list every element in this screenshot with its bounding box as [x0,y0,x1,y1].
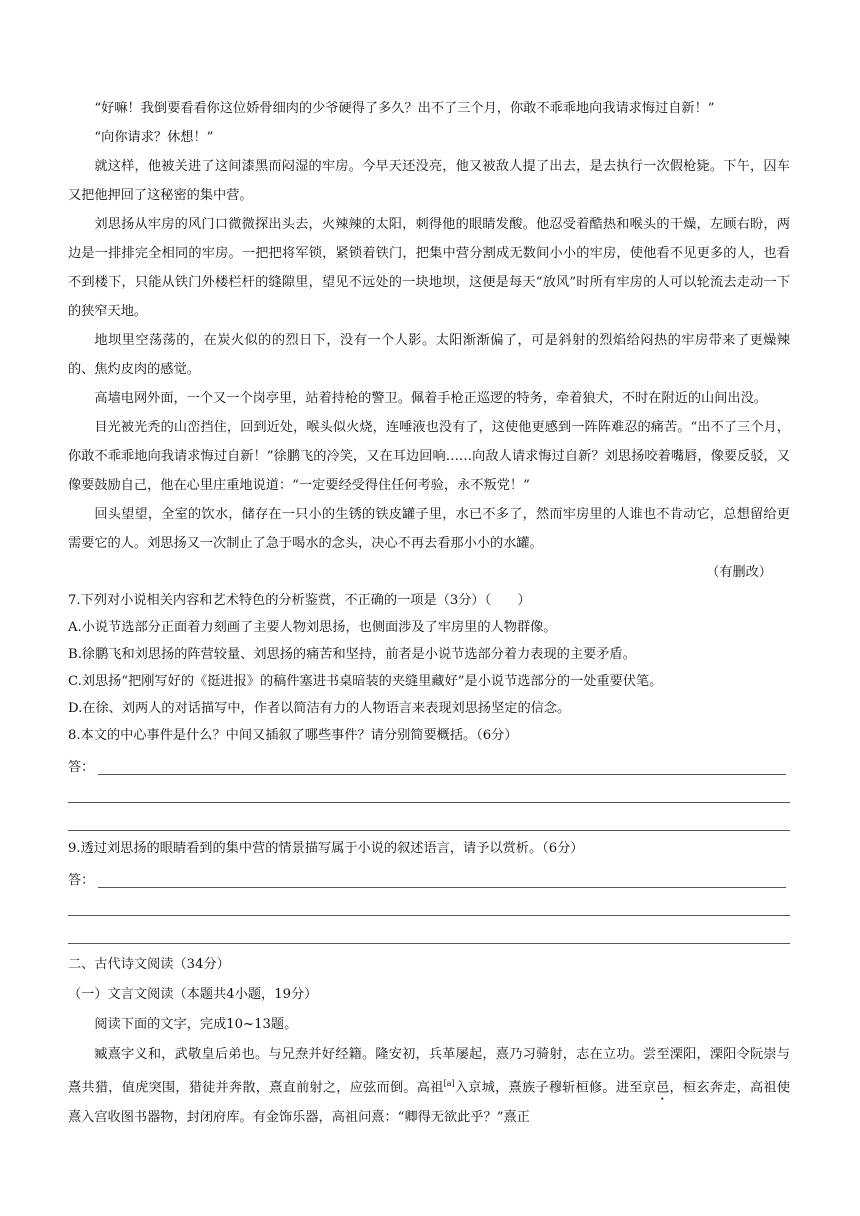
classical-text-part-3: ，桓玄奔走，高祖使熹入宫收图书器物，封闭府库。有金饰乐器，高祖问熹：“卿得无欲此乎？”熹正 [68,1080,791,1126]
story-paragraph-3: 就这样，他被关进了这间漆黑而闷湿的牢房。今早天还没亮，他又被敌人提了出去，是去执行一次假枪毙。下午，囚车又把他押回了这秘密的集中营。 [68,159,790,203]
answer-label: 答： [68,873,95,888]
section-2-title: 二、古代诗文阅读（34分） [68,957,230,972]
story-paragraph-7: 目光被光秃的山峦挡住，回到近处，喉头似火烧，连唾液也没有了，这使他更感到一阵阵难忍的痛苦。“出不了三个月，你敢不乖乖地向我请求悔过自新！”徐鹏飞的冷笑，又在耳边回响……向敌人请求悔过自新？刘思扬咬着嘴唇，像要反驳，又像要鼓励自己，他在心里庄重地说道：“一定要经受得住任何考验，永不叛党！” [68,420,790,493]
section-2 [68,950,790,1132]
question-9-stem: 9.透过刘思扬的眼睛看到的集中营的情景描写属于小说的叙述语言，请予以赏析。（6分） [68,841,584,856]
section-2-instruction: 阅读下面的文字，完成10~13题。 [94,1017,298,1032]
story-paragraph-2: “向你请求？休想！” [94,130,214,145]
classical-text-part-1: 臧熹字义和，武敬皇后弟也。与兄焘并好经籍。隆安初，兵革屡起，熹乃习骑射，志在立功。尝至溧阳，溧阳令阮崇与熹共猎，值虎突围，猎徒并奔散，熹直前射之，应弦而倒。高祖 [68,1047,790,1096]
classical-text-paragraph [68,1040,790,1132]
question-8-answer-line-3[interactable] [68,803,790,831]
story-paragraph-1: “好嘛！我倒要看看你这位娇骨细肉的少爷硬得了多久？出不了三个月，你敢不乖乖地向我请求悔过自新！” [94,101,715,116]
question-8-answer-line-1[interactable] [68,749,790,775]
emphasized-character: 邑 [656,1080,670,1096]
source-note: （有删改） [706,565,772,580]
question-9 [68,835,790,944]
classical-text-part-2: 入京城，熹族子穆斩桓修。进至京 [454,1080,657,1096]
answer-underline [98,756,786,775]
story-paragraph-8: 回头望望，全室的饮水，储存在一只小的生锈的铁皮罐子里，水已不多了，然而牢房里的人谁也不肯动它，总想留给更需要它的人。刘思扬又一次制止了急于喝水的念头，决心不再去看那小小的水罐。 [68,507,790,551]
story-paragraph-4: 刘思扬从牢房的风门口微微探出头去，火辣辣的太阳，刺得他的眼睛发酸。他忍受着酷热和喉头的干燥，左顾右盼，两边是一排排完全相同的牢房。一把把将军锁，紧锁着铁门，把集中营分割成无数间小小的牢房，使他看不见更多的人，也看不到楼下，只能从铁门外楼栏杆的缝隙里，望见不远处的一块地坝，这便是每天“放风”时所有牢房的人可以轮流去走动一下的狭窄天地。 [68,217,790,319]
answer-label: 答： [68,760,95,775]
section-2-subtitle: （一）文言文阅读（本题共4小题，19分） [68,987,318,1002]
question-7-option-d: D.在徐、刘两人的对话描写中，作者以简洁有力的人物语言来表现刘思扬坚定的信念。 [68,701,571,716]
question-8-stem: 8.本文的中心事件是什么？中间又插叙了哪些事件？请分别简要概括。（6分） [68,728,518,743]
question-9-answer-line-1[interactable] [68,862,790,888]
question-8-answer-line-2[interactable] [68,775,790,803]
story-paragraph-5: 地坝里空荡荡的，在炭火似的的烈日下，没有一个人影。太阳渐渐偏了，可是斜射的烈焰给闷热的牢房带来了更燥辣的、焦灼皮肉的感觉。 [68,333,790,377]
story-paragraph-6: 高墙电网外面，一个又一个岗亭里，站着持枪的警卫。佩着手枪正巡逻的特务，牵着狼犬，不时在附近的山间出没。 [94,391,767,406]
question-9-answer-line-2[interactable] [68,888,790,916]
story-excerpt [68,94,790,587]
question-7-option-c: C.刘思扬“把刚写好的《挺进报》的稿件塞进书桌暗装的夹缝里藏好”是小说节选部分的一处重要伏笔。 [68,674,663,689]
question-7-option-b: B.徐鹏飞和刘思扬的阵营较量、刘思扬的痛苦和坚持，前者是小说节选部分着力表现的主要矛盾。 [68,647,636,662]
question-7-option-a: A.小说节选部分正面着力刻画了主要人物刘思扬，也侧面涉及了牢房里的人物群像。 [68,620,557,635]
question-7-stem: 7.下列对小说相关内容和艺术特色的分析鉴赏，不正确的一项是（3分）（ ） [68,593,531,608]
question-7 [68,587,790,722]
question-9-answer-line-3[interactable] [68,916,790,944]
footnote-marker: [a] [443,1079,455,1088]
answer-underline [98,869,786,888]
question-8 [68,722,790,831]
